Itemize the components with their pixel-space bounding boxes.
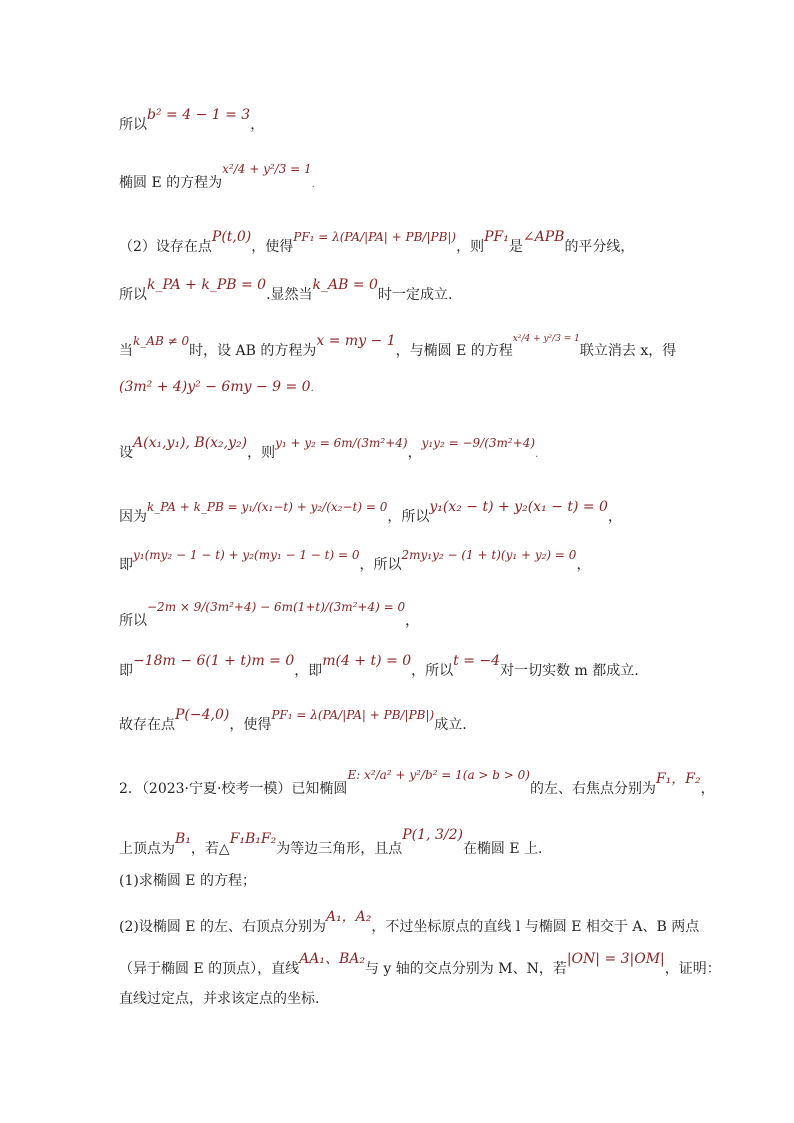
formula: P(1, 3/2) — [402, 827, 463, 843]
text: 时，设 AB 的方程为 — [189, 343, 317, 359]
text: 直线过定点，并求该定点的坐标. — [119, 991, 320, 1007]
formula: k_AB = 0 — [312, 277, 378, 293]
problem-2-part2 — [119, 909, 700, 935]
formula: −18m − 6(1 + t)m = 0 — [133, 653, 295, 669]
formula: x²/4 + y²/3 = 1 — [512, 334, 580, 344]
text: ， — [700, 781, 715, 797]
formula: E: x²/a² + y²/b² = 1(a > b > 0) — [347, 768, 530, 782]
problem-2-part2-end — [119, 992, 319, 1006]
text: ，即 — [294, 663, 323, 679]
text: (1)求椭圆 E 的方程； — [119, 873, 256, 889]
line-ellipse-equation — [119, 162, 315, 191]
line-expand — [119, 548, 591, 573]
formula: PF₁ — [484, 229, 509, 245]
text: ，证明： — [664, 961, 721, 977]
text: ， — [607, 509, 622, 525]
text: 因为 — [119, 509, 147, 525]
text: ，则 — [247, 445, 276, 461]
line-vieta — [119, 435, 539, 461]
problem-2-part2-cont — [119, 951, 721, 977]
formula: PF₁ = λ(PA/|PA| + PB/|PB|) — [271, 708, 435, 722]
text: 与 y 轴的交点分别为 M、N，若 — [364, 961, 567, 977]
text: .显然当 — [266, 287, 313, 303]
formula: A(x₁,y₁), B(x₂,y₂) — [133, 435, 248, 451]
formula: x²/4 + y²/3 = 1 — [222, 162, 312, 176]
text: 联立消去 x，得 — [579, 343, 677, 359]
formula: ∠APB — [522, 229, 565, 245]
text: 当 — [119, 343, 133, 359]
text: . — [311, 179, 315, 190]
text: ，所以 — [411, 663, 454, 679]
text: ，所以 — [359, 557, 402, 573]
text: 为等边三角形，且点 — [276, 841, 403, 857]
formula: k_PA + k_PB = 0 — [147, 277, 267, 293]
text: 在椭圆 E 上. — [462, 841, 543, 857]
formula: P(−4,0) — [175, 707, 230, 723]
text: ，若△ — [190, 841, 230, 857]
formula: y₁ + y₂ = 6m/(3m²+4) — [275, 436, 408, 450]
text: 即 — [119, 557, 133, 573]
formula: m(4 + t) = 0 — [322, 653, 412, 669]
formula: A₁，A₂ — [325, 909, 372, 925]
text: 即 — [119, 663, 133, 679]
formula: x = my − 1 — [316, 333, 396, 349]
text: 所以 — [119, 117, 147, 133]
text: 时一定成立. — [377, 287, 453, 303]
line-b-squared — [119, 107, 265, 133]
text: 是 — [508, 239, 523, 255]
text: 的左、右焦点分别为 — [529, 781, 656, 797]
text: ，则 — [456, 239, 485, 255]
text: ， — [407, 445, 422, 461]
line-quadratic — [119, 380, 314, 394]
text: 的平分线， — [564, 239, 635, 255]
text: . — [310, 383, 314, 394]
line-part2-intro — [119, 229, 635, 255]
text: （异于椭圆 E 的顶点），直线 — [119, 961, 300, 977]
text: 设 — [119, 445, 133, 461]
text: ，使得 — [251, 239, 294, 255]
formula: (3m² + 4)y² − 6my − 9 = 0 — [119, 379, 311, 395]
formula: |ON| = 3|OM| — [566, 951, 665, 967]
formula: y₁(x₂ − t) + y₂(x₁ − t) = 0 — [429, 499, 608, 515]
text: ，不过坐标原点的直线 l 与椭圆 E 相交于 A、B 两点 — [371, 919, 700, 935]
text: ， — [576, 557, 591, 573]
formula: AA₁、BA₂ — [299, 951, 365, 967]
text: （2）设存在点 — [119, 239, 212, 255]
problem-2-condition — [119, 827, 543, 857]
text: 2．（2023·宁夏·校考一模）已知椭圆 — [119, 781, 348, 797]
formula: B₁ — [175, 831, 191, 847]
formula: 2my₁y₂ − (1 + t)(y₁ + y₂) = 0 — [401, 548, 577, 562]
text: 所以 — [119, 287, 147, 303]
line-conclusion — [119, 707, 467, 733]
text: 故存在点 — [119, 717, 175, 733]
text: ，所以 — [387, 509, 430, 525]
formula: y₁y₂ = −9/(3m²+4) — [421, 436, 536, 450]
formula: b² = 4 − 1 = 3 — [147, 107, 251, 123]
text: . — [535, 449, 539, 460]
text: ，使得 — [229, 717, 272, 733]
text: ， — [405, 613, 420, 629]
formula: k_AB ≠ 0 — [133, 334, 190, 348]
formula: t = −4 — [453, 653, 501, 669]
line-substitute — [119, 600, 420, 629]
text: (2)设椭圆 E 的左、右顶点分别为 — [119, 919, 326, 935]
text: ，与椭圆 E 的方程 — [395, 343, 513, 359]
formula: k_PA + k_PB = y₁/(x₁−t) + y₂/(x₂−t) = 0 — [147, 500, 388, 514]
line-slope-sum — [119, 277, 453, 303]
text: 所以 — [119, 613, 147, 629]
formula: F₁B₁F₂ — [229, 831, 277, 847]
line-case-nonzero — [119, 333, 677, 359]
text: 上顶点为 — [119, 841, 175, 857]
formula: F₁，F₂ — [655, 771, 701, 787]
text: 对一切实数 m 都成立. — [500, 663, 639, 679]
text: ， — [250, 117, 265, 133]
formula: y₁(my₂ − 1 − t) + y₂(my₁ − 1 − t) = 0 — [133, 548, 360, 562]
text: 椭圆 E 的方程为 — [119, 175, 223, 191]
problem-2-statement — [119, 768, 715, 797]
formula: −2m × 9/(3m²+4) − 6m(1+t)/(3m²+4) = 0 — [147, 600, 406, 614]
text: 成立. — [434, 717, 467, 733]
line-t-result — [119, 653, 639, 679]
formula: PF₁ = λ(PA/|PA| + PB/|PB|) — [293, 230, 457, 244]
line-because — [119, 499, 622, 525]
problem-2-part1 — [119, 874, 256, 888]
formula: P(t,0) — [211, 229, 252, 245]
